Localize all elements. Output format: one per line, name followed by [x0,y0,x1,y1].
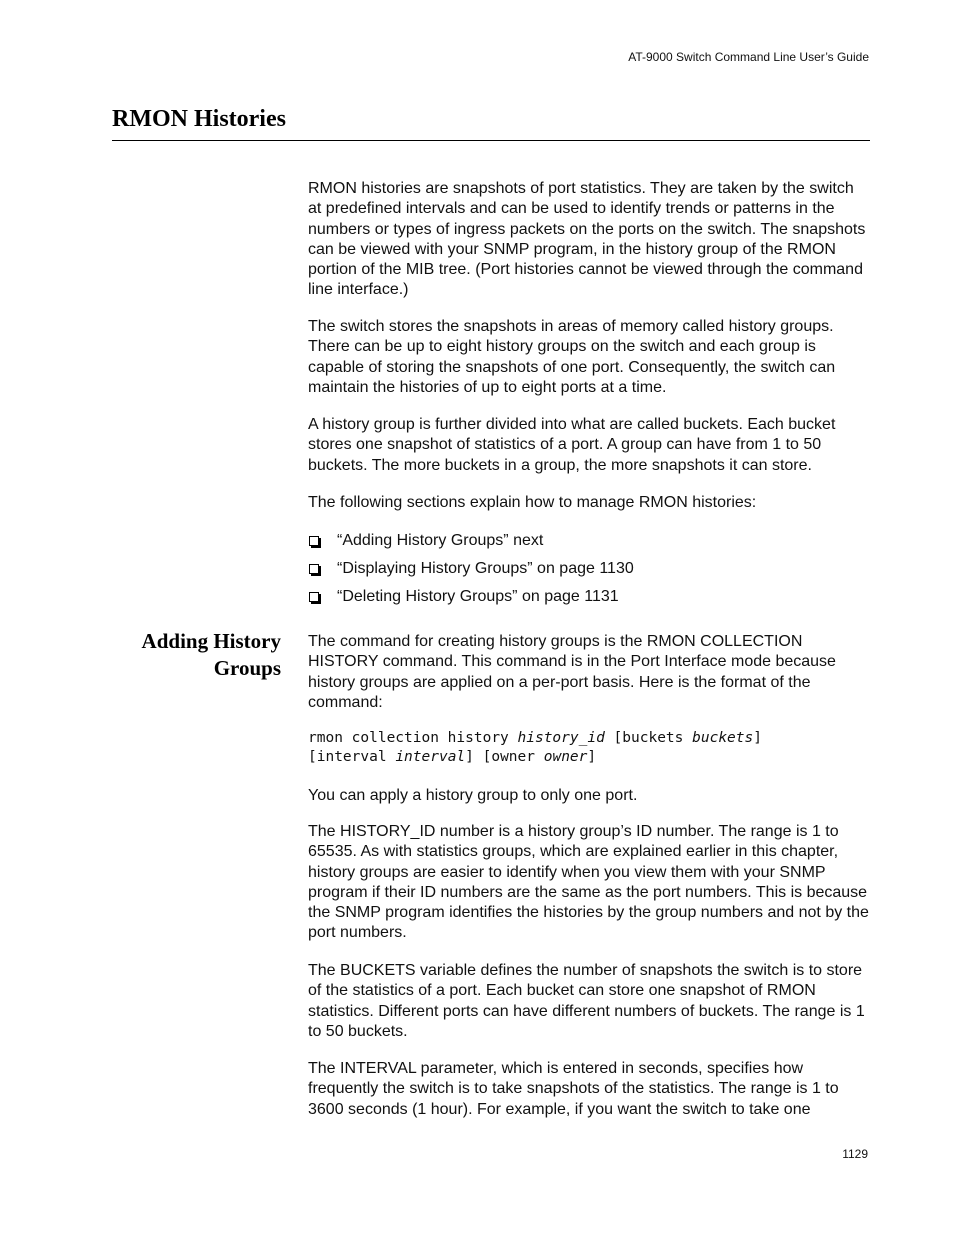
command-text: [buckets [604,730,693,746]
command-text: ] [owner [465,749,544,765]
paragraph-text: The BUCKETS variable defines the number of snapshots the switch is to store of the statistics of a port. Each bucket can store one snapshot of RMON statistics. Different ports can have different numbers of buckets. The range is 1 to 50 buckets. [308,962,865,1040]
subsection-heading-line: Groups [213,656,281,680]
checkbox-bullet-icon [309,564,319,574]
running-header: AT-9000 Switch Command Line User’s Guide [628,50,869,64]
command-syntax [308,729,870,767]
paragraph-text: The INTERVAL parameter, which is entered in seconds, specifies how frequently the switch is to take snapshots of the statistics. The range is 1 to 3600 seconds (1 hour). For example, if you want the switch to take one [308,1060,839,1118]
intro-paragraph-1 [308,179,870,301]
command-variable: owner [543,749,588,765]
list-item [308,559,870,587]
list-item [308,587,870,615]
command-text: ] [587,749,597,765]
list-item-text: “Adding History Groups” next [337,532,544,549]
intro-paragraph-3 [308,415,870,476]
command-variable: history_id [517,730,605,746]
paragraph-text: The command for creating history groups is the RMON COLLECTION HISTORY command. This command is in the Port Interface mode because history groups are applied on a per-port basis. Here is the format of the command: [308,633,836,711]
section-title: RMON Histories [112,106,286,132]
subsection-paragraph-5 [308,1059,870,1120]
subsection-paragraph-2 [308,786,870,806]
list-item-text: “Displaying History Groups” on page 1130 [337,560,634,577]
subsection-paragraph-1 [308,632,870,713]
subsection-heading [142,628,281,682]
paragraph-text: RMON histories are snapshots of port statistics. They are taken by the switch at predefined intervals and can be used to identify trends or patterns in the numbers or types of ingress packets on the ports on the switch. The snapshots can be viewed with your SNMP program, in the history group of the RMON portion of the MIB tree. (Port histories cannot be viewed through the command line interface.) [308,180,866,299]
subsection-paragraph-3 [308,822,870,944]
title-rule [112,140,870,141]
page-number: 1129 [842,1147,868,1161]
paragraph-text: The following sections explain how to manage RMON histories: [308,494,757,511]
checkbox-bullet-icon [309,592,319,602]
intro-paragraph-4 [308,493,870,513]
cross-reference-list [308,531,870,615]
checkbox-bullet-icon [309,536,319,546]
subsection-paragraph-4 [308,961,870,1042]
list-item [308,531,870,559]
command-variable: buckets [692,730,754,746]
command-text: ] [753,730,762,746]
paragraph-text: The switch stores the snapshots in areas of memory called history groups. There can be up to eight history groups on the switch and each group is capable of storing the snapshots of one port. Consequently, the switch can maintain the histories of up to eight ports at a time. [308,318,836,396]
intro-paragraph-2 [308,317,870,398]
command-text: [interval [308,749,396,765]
command-text: rmon collection history [308,730,518,746]
paragraph-text: A history group is further divided into what are called buckets. Each bucket stores one snapshot of statistics of a port. A group can have from 1 to 50 buckets. The more buckets in a group, the more snapshots it can store. [308,416,836,474]
subsection-heading-line: Adding History [141,629,281,653]
paragraph-text: The HISTORY_ID number is a history group’s ID number. The range is 1 to 65535. As with statistics groups, which are explained earlier in this chapter, history groups are easier to identify when you view them with your SNMP program if their ID numbers are the same as the port numbers. This is because the SNMP program identifies the histories by the group numbers and not by the port numbers. [308,823,869,942]
list-item-text: “Deleting History Groups” on page 1131 [337,588,619,605]
paragraph-text: You can apply a history group to only one port. [308,787,638,804]
command-variable: interval [395,749,466,765]
